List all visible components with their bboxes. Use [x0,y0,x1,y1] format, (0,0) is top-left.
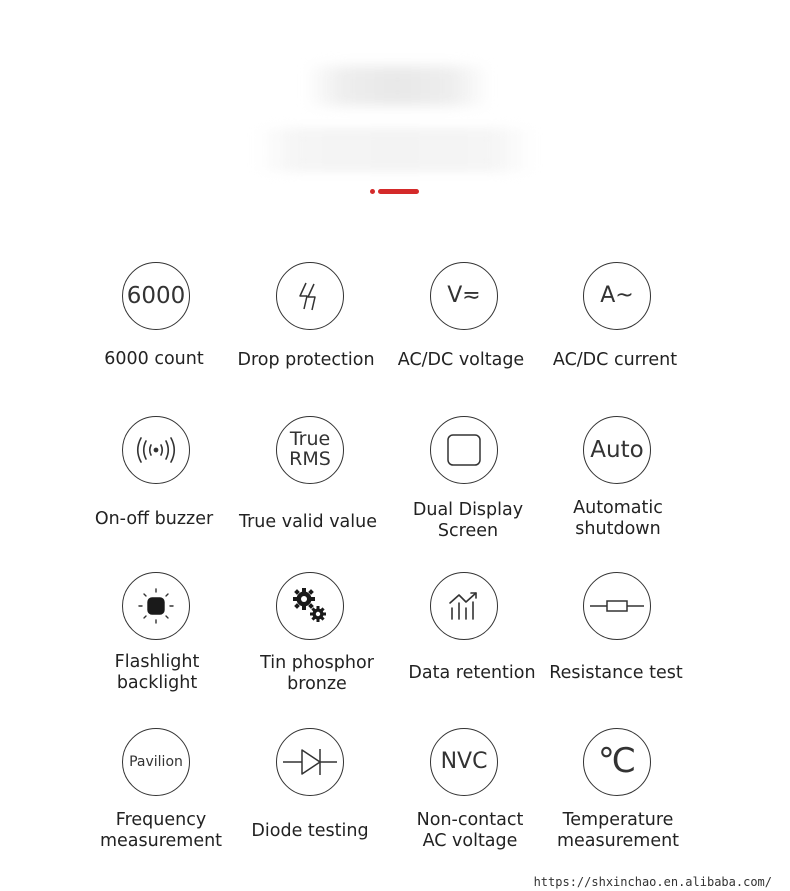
resistor-icon [583,572,651,640]
feature-label-resistance-test: Resistance test [549,663,683,683]
dual-display-icon [430,416,498,484]
feature-label-temperature: Temperature measurement [556,810,680,851]
accent-dot [370,189,375,194]
footer-url[interactable]: https://shxinchao.en.alibaba.com/ [533,875,772,889]
gears-icon [276,572,344,640]
ac-dc-current-icon: A~ [583,262,651,330]
accent-bar [378,189,419,194]
feature-label-data-retention: Data retention [408,663,536,683]
pavilion-icon: Pavilion [122,728,190,796]
feature-label-non-contact: Non-contact AC voltage [416,810,524,851]
nvc-icon: NVC [430,728,498,796]
true-rms-icon: True RMS [276,416,344,484]
feature-label-frequency: Frequency measurement [99,810,223,851]
ac-dc-voltage-icon: V≂ [430,262,498,330]
diode-icon [276,728,344,796]
flashlight-icon [122,572,190,640]
feature-label-dual-display: Dual Display Screen [412,500,524,541]
feature-label-true-rms: True valid value [238,512,377,532]
auto-shutdown-icon: Auto [583,416,651,484]
feature-label-auto-shutdown: Automatic shutdown [573,498,663,539]
feature-label-ac-dc-voltage: AC/DC voltage [397,350,525,370]
feature-label-drop-protection: Drop protection [237,350,375,370]
feature-label-diode-testing: Diode testing [251,821,369,841]
data-retention-icon [430,572,498,640]
drop-protection-icon [276,262,344,330]
feature-label-6000-count: 6000 count [104,349,204,369]
header-subtitle-blurred [255,128,535,172]
header-title-blurred [305,66,490,106]
feature-label-buzzer: On-off buzzer [94,509,214,529]
feature-label-flashlight: Flashlight backlight [114,652,200,693]
feature-label-tin-phosphor-bronze: Tin phosphor bronze [260,653,374,694]
temperature-icon: ℃ [583,728,651,796]
buzzer-icon [122,416,190,484]
feature-label-ac-dc-current: AC/DC current [552,350,678,370]
6000-count-icon: 6000 [122,262,190,330]
